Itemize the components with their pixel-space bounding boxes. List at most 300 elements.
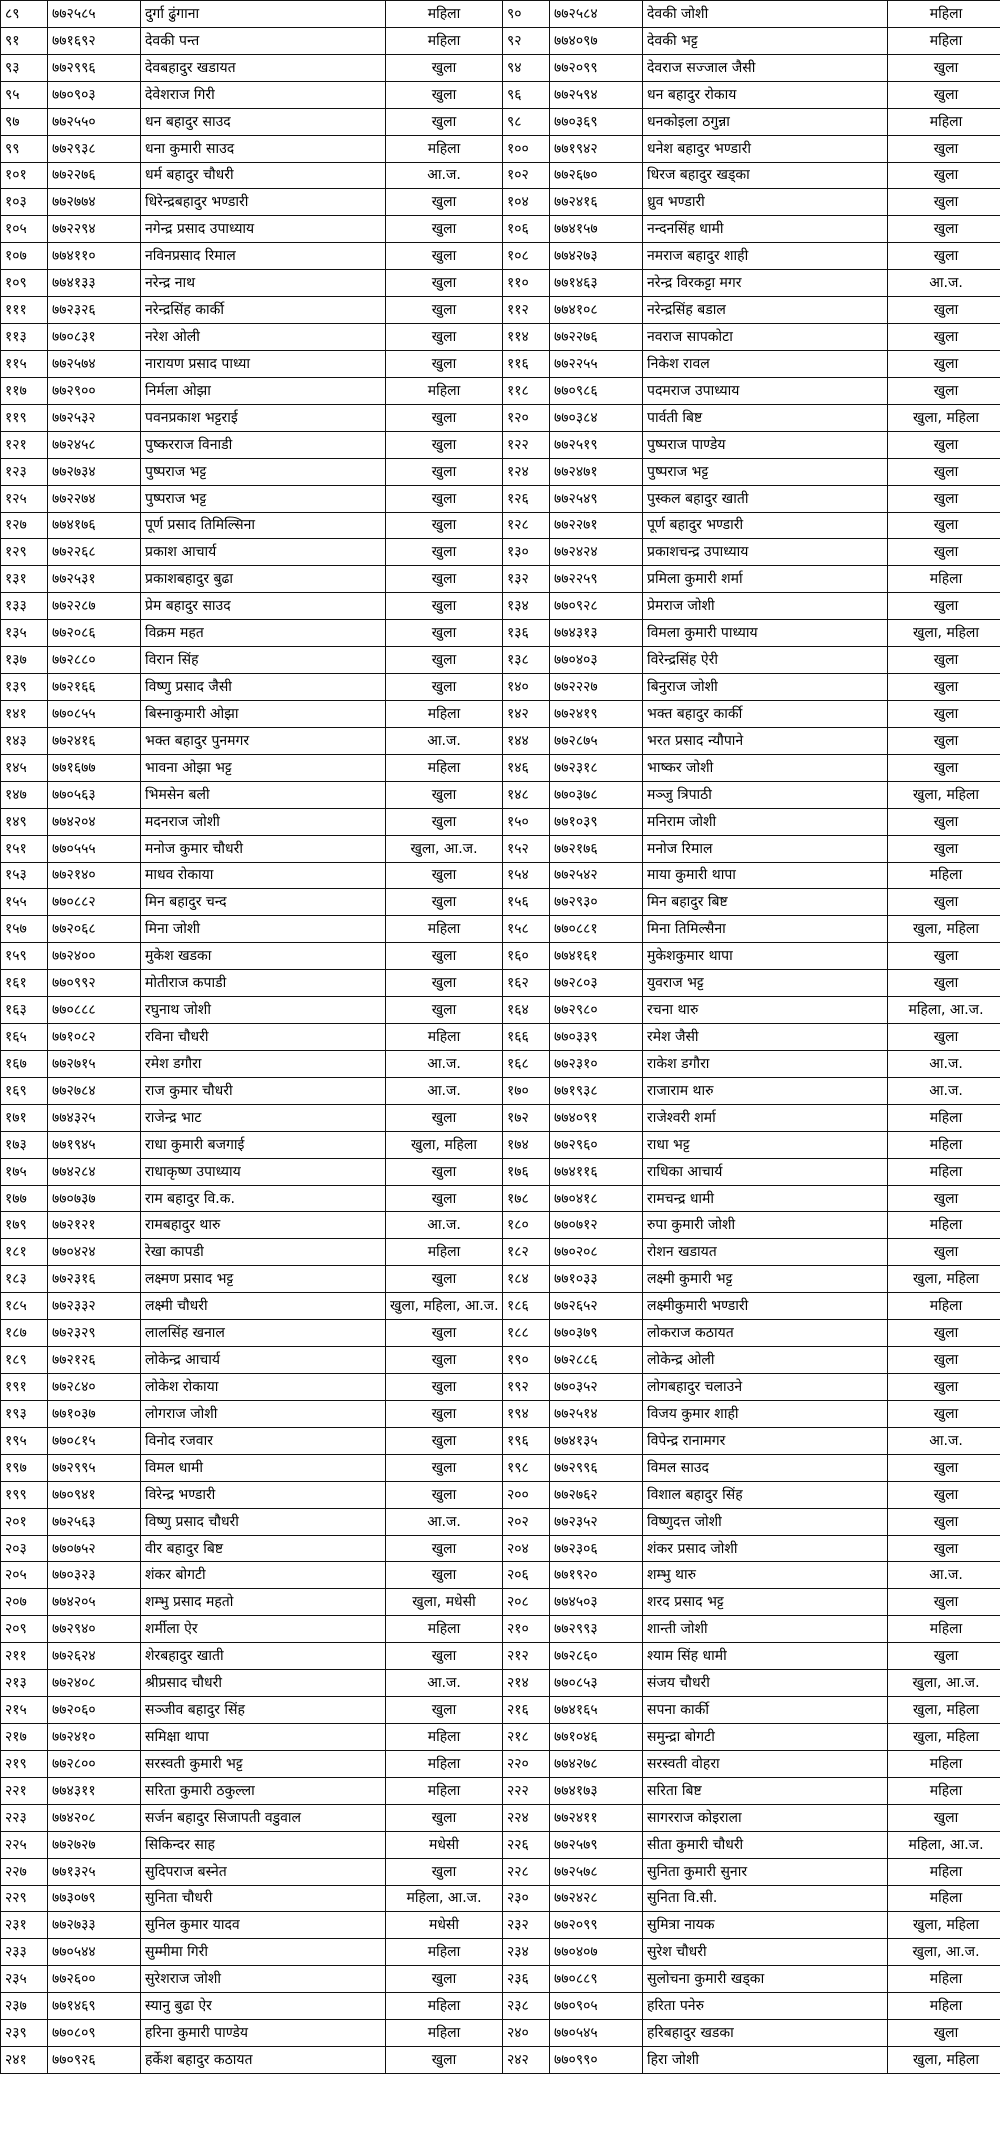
table-row	[1, 458, 1000, 485]
serial-number-cell: १६८	[503, 1050, 550, 1077]
candidate-name-cell: विमला कुमारी पाध्याय	[643, 620, 888, 647]
roll-number-cell: ७७२८८६	[550, 1347, 643, 1374]
serial-number-cell: ११८	[503, 377, 550, 404]
roll-number-cell: ७७०८८२	[48, 889, 141, 916]
roll-number-cell: ७७४२०८	[48, 1804, 141, 1831]
roll-number-cell: ७७२४११	[550, 1804, 643, 1831]
serial-number-cell: १७५	[1, 1158, 48, 1185]
serial-number-cell: २३३	[1, 1939, 48, 1966]
roll-number-cell: ७७०५४५	[550, 2020, 643, 2047]
roll-number-cell: ७७२५४९	[550, 485, 643, 512]
candidate-name-cell: देवराज सज्जाल जैसी	[643, 54, 888, 81]
roll-number-cell: ७७२२६८	[48, 539, 141, 566]
serial-number-cell: १७४	[503, 1131, 550, 1158]
candidate-name-cell: नवराज सापकोटा	[643, 324, 888, 351]
category-cell: खुला	[386, 350, 503, 377]
serial-number-cell: २०९	[1, 1616, 48, 1643]
table-row	[1, 1131, 1000, 1158]
roll-number-cell: ७७४१६१	[550, 943, 643, 970]
category-cell: खुला	[386, 1320, 503, 1347]
serial-number-cell: २२३	[1, 1804, 48, 1831]
roll-number-cell: ७७२८६०	[550, 1643, 643, 1670]
serial-number-cell: १७८	[503, 1185, 550, 1212]
table-row	[1, 700, 1000, 727]
serial-number-cell: २२५	[1, 1831, 48, 1858]
candidate-name-cell: विष्णुदत्त जोशी	[643, 1508, 888, 1535]
candidate-name-cell: लोगबहादुर चलाउने	[643, 1374, 888, 1401]
roll-number-cell: ७७२२५५	[550, 350, 643, 377]
category-cell: खुला	[888, 1535, 1000, 1562]
category-cell: खुला	[386, 1481, 503, 1508]
roll-number-cell: ७७२१६६	[48, 674, 141, 701]
serial-number-cell: २३१	[1, 1912, 48, 1939]
serial-number-cell: ११३	[1, 324, 48, 351]
roll-number-cell: ७७४११६	[550, 1158, 643, 1185]
category-cell: खुला	[386, 674, 503, 701]
roll-number-cell: ७७०९९२	[48, 970, 141, 997]
category-cell: महिला	[888, 1858, 1000, 1885]
table-row	[1, 1912, 1000, 1939]
roll-number-cell: ७७२३२६	[48, 297, 141, 324]
serial-number-cell: १९६	[503, 1427, 550, 1454]
serial-number-cell: १८६	[503, 1293, 550, 1320]
candidate-name-cell: नरेन्द्रसिंह बडाल	[643, 297, 888, 324]
candidate-name-cell: नारायण प्रसाद पाध्या	[141, 350, 386, 377]
candidate-name-cell: विजय कुमार शाही	[643, 1400, 888, 1427]
table-row	[1, 781, 1000, 808]
table-row	[1, 754, 1000, 781]
category-cell: महिला	[888, 1750, 1000, 1777]
table-row	[1, 1400, 1000, 1427]
candidate-name-cell: भावना ओझा भट्ट	[141, 754, 386, 781]
candidate-name-cell: पूर्ण बहादुर भण्डारी	[643, 512, 888, 539]
serial-number-cell: ११९	[1, 404, 48, 431]
category-cell: खुला	[888, 297, 1000, 324]
category-cell: खुला	[888, 324, 1000, 351]
serial-number-cell: १८५	[1, 1293, 48, 1320]
serial-number-cell: ९२	[503, 27, 550, 54]
table-row	[1, 270, 1000, 297]
roll-number-cell: ७७४२७८	[550, 1750, 643, 1777]
category-cell: खुला	[386, 1347, 503, 1374]
candidate-name-cell: विनोद रजवार	[141, 1427, 386, 1454]
roll-number-cell: ७७०४२४	[48, 1239, 141, 1266]
category-cell: खुला	[888, 189, 1000, 216]
serial-number-cell: १४२	[503, 700, 550, 727]
roll-number-cell: ७७२९३८	[48, 135, 141, 162]
roll-number-cell: ७७२२७६	[550, 324, 643, 351]
category-cell: खुला	[888, 1024, 1000, 1051]
category-cell: खुला	[386, 862, 503, 889]
roll-number-cell: ७७०९२८	[550, 593, 643, 620]
table-row	[1, 1804, 1000, 1831]
serial-number-cell: १४७	[1, 781, 48, 808]
serial-number-cell: २१३	[1, 1670, 48, 1697]
candidate-name-cell: सरस्वती वोहरा	[643, 1750, 888, 1777]
candidate-name-cell: ध्रुव भण्डारी	[643, 189, 888, 216]
serial-number-cell: १३४	[503, 593, 550, 620]
candidate-name-cell: भरत प्रसाद न्यौपाने	[643, 727, 888, 754]
roll-number-cell: ७७२९९३	[550, 1616, 643, 1643]
category-cell: आ.ज.	[888, 1050, 1000, 1077]
roll-number-cell: ७७२५६३	[48, 1508, 141, 1535]
roll-number-cell: ७७४२०५	[48, 1589, 141, 1616]
category-cell: खुला, महिला	[386, 1131, 503, 1158]
roll-number-cell: ७७४२०४	[48, 808, 141, 835]
serial-number-cell: १६०	[503, 943, 550, 970]
serial-number-cell: १३३	[1, 593, 48, 620]
roll-number-cell: ७७२१२१	[48, 1212, 141, 1239]
roll-number-cell: ७७२४००	[48, 943, 141, 970]
serial-number-cell: २०६	[503, 1562, 550, 1589]
candidate-name-cell: मोतीराज कपाडी	[141, 970, 386, 997]
candidate-name-cell: सरस्वती कुमारी भट्ट	[141, 1750, 386, 1777]
roll-number-cell: ७७०९४१	[48, 1481, 141, 1508]
serial-number-cell: ९८	[503, 108, 550, 135]
roll-number-cell: ७७०७१२	[550, 1212, 643, 1239]
candidate-name-cell: युवराज भट्ट	[643, 970, 888, 997]
category-cell: खुला	[888, 754, 1000, 781]
category-cell: खुला	[386, 297, 503, 324]
serial-number-cell: १२०	[503, 404, 550, 431]
serial-number-cell: ८९	[1, 1, 48, 28]
table-row	[1, 1750, 1000, 1777]
table-row	[1, 1939, 1000, 1966]
category-cell: खुला	[888, 81, 1000, 108]
table-row	[1, 2047, 1000, 2074]
category-cell: महिला	[386, 1239, 503, 1266]
category-cell: आ.ज.	[386, 1670, 503, 1697]
roll-number-cell: ७७२८४०	[48, 1374, 141, 1401]
serial-number-cell: १४०	[503, 674, 550, 701]
candidate-name-cell: राकेश डगौरा	[643, 1050, 888, 1077]
serial-number-cell: २०८	[503, 1589, 550, 1616]
roll-number-cell: ७७२७६२	[550, 1481, 643, 1508]
candidate-name-cell: शरद प्रसाद भट्ट	[643, 1589, 888, 1616]
serial-number-cell: १५७	[1, 916, 48, 943]
serial-number-cell: १५६	[503, 889, 550, 916]
serial-number-cell: १८२	[503, 1239, 550, 1266]
candidate-name-cell: पुष्पराज भट्ट	[141, 485, 386, 512]
candidate-name-cell: शेरबहादुर खाती	[141, 1643, 386, 1670]
serial-number-cell: १८४	[503, 1266, 550, 1293]
roll-number-cell: ७७२७१५	[48, 1050, 141, 1077]
candidate-name-cell: पुष्पराज भट्ट	[141, 458, 386, 485]
category-cell: खुला	[386, 2047, 503, 2074]
serial-number-cell: २३९	[1, 2020, 48, 2047]
table-row	[1, 1885, 1000, 1912]
roll-number-cell: ७७२०९९	[550, 54, 643, 81]
candidate-name-cell: सञ्जीव बहादुर सिंह	[141, 1697, 386, 1724]
table-row	[1, 1050, 1000, 1077]
roll-number-cell: ७७०८८८	[48, 997, 141, 1024]
candidate-name-cell: विरेन्द्र भण्डारी	[141, 1481, 386, 1508]
category-cell: खुला	[386, 593, 503, 620]
category-cell: खुला	[888, 889, 1000, 916]
category-cell: आ.ज.	[386, 1050, 503, 1077]
candidate-name-cell: नरेन्द्र विरकट्टा मगर	[643, 270, 888, 297]
roll-number-cell: ७७०९०५	[550, 1993, 643, 2020]
serial-number-cell: १५८	[503, 916, 550, 943]
category-cell: महिला	[888, 1993, 1000, 2020]
roll-number-cell: ७७०३२३	[48, 1562, 141, 1589]
candidate-name-cell: राधा भट्ट	[643, 1131, 888, 1158]
candidate-name-cell: लोकेन्द्र आचार्य	[141, 1347, 386, 1374]
candidate-name-cell: रोशन खडायत	[643, 1239, 888, 1266]
table-row	[1, 997, 1000, 1024]
candidate-name-cell: दुर्गा ढुंगाना	[141, 1, 386, 28]
roll-number-cell: ७७०४०७	[550, 1939, 643, 1966]
roll-number-cell: ७७०८३१	[48, 324, 141, 351]
table-row	[1, 2020, 1000, 2047]
roll-number-cell: ७७२६७०	[550, 162, 643, 189]
serial-number-cell: २३८	[503, 1993, 550, 2020]
category-cell: आ.ज.	[386, 1212, 503, 1239]
table-row	[1, 377, 1000, 404]
roll-number-cell: ७७३०७९	[48, 1885, 141, 1912]
table-row	[1, 1374, 1000, 1401]
candidate-name-cell: धन बहादुर साउद	[141, 108, 386, 135]
roll-number-cell: ७७०८८१	[550, 916, 643, 943]
table-row	[1, 216, 1000, 243]
category-cell: खुला	[888, 216, 1000, 243]
serial-number-cell: १२८	[503, 512, 550, 539]
table-row	[1, 162, 1000, 189]
category-cell: महिला	[888, 1885, 1000, 1912]
table-row	[1, 647, 1000, 674]
table-row	[1, 297, 1000, 324]
table-row	[1, 1293, 1000, 1320]
candidate-name-cell: राधा कुमारी बजगाई	[141, 1131, 386, 1158]
serial-number-cell: १६६	[503, 1024, 550, 1051]
candidate-name-cell: मुकेश खडका	[141, 943, 386, 970]
roll-number-cell: ७७१०३३	[550, 1266, 643, 1293]
candidate-name-cell: विष्णु प्रसाद जैसी	[141, 674, 386, 701]
serial-number-cell: १९५	[1, 1427, 48, 1454]
candidate-name-cell: रामबहादुर थारु	[141, 1212, 386, 1239]
candidate-name-cell: सरिता बिष्ट	[643, 1777, 888, 1804]
roll-number-cell: ७७२२२७	[550, 674, 643, 701]
candidate-name-cell: सिकिन्दर साह	[141, 1831, 386, 1858]
serial-number-cell: २३२	[503, 1912, 550, 1939]
roll-number-cell: ७७०२०८	[550, 1239, 643, 1266]
roll-number-cell: ७७०३८४	[550, 404, 643, 431]
serial-number-cell: १६९	[1, 1077, 48, 1104]
serial-number-cell: १४८	[503, 781, 550, 808]
table-row	[1, 485, 1000, 512]
serial-number-cell: २११	[1, 1643, 48, 1670]
roll-number-cell: ७७२५३२	[48, 404, 141, 431]
roll-number-cell: ७७०३७९	[550, 1320, 643, 1347]
candidate-name-cell: सरिता कुमारी ठकुल्ला	[141, 1777, 386, 1804]
serial-number-cell: १९३	[1, 1400, 48, 1427]
candidate-name-cell: धन बहादुर रोकाय	[643, 81, 888, 108]
candidate-name-cell: विक्रम महत	[141, 620, 386, 647]
table-row	[1, 135, 1000, 162]
serial-number-cell: २३५	[1, 1966, 48, 1993]
serial-number-cell: १५१	[1, 835, 48, 862]
candidate-name-cell: नरेश ओली	[141, 324, 386, 351]
category-cell: खुला	[888, 970, 1000, 997]
serial-number-cell: १३२	[503, 566, 550, 593]
roll-number-cell: ७७२६२४	[48, 1643, 141, 1670]
roll-number-cell: ७७२९४०	[48, 1616, 141, 1643]
category-cell: खुला	[888, 458, 1000, 485]
table-row	[1, 1266, 1000, 1293]
candidate-name-cell: सुलोचना कुमारी खड्का	[643, 1966, 888, 1993]
candidate-name-cell: मदनराज जोशी	[141, 808, 386, 835]
candidate-name-cell: समुन्द्रा बोगटी	[643, 1724, 888, 1751]
category-cell: महिला	[888, 566, 1000, 593]
candidate-name-cell: राज कुमार चौधरी	[141, 1077, 386, 1104]
category-cell: खुला	[386, 539, 503, 566]
roll-number-cell: ७७०७५२	[48, 1535, 141, 1562]
roll-number-cell: ७७०९८६	[550, 377, 643, 404]
category-cell: खुला	[386, 620, 503, 647]
candidate-name-cell: श्रीप्रसाद चौधरी	[141, 1670, 386, 1697]
candidate-name-cell: मनोज कुमार चौधरी	[141, 835, 386, 862]
candidate-name-cell: वीर बहादुर बिष्ट	[141, 1535, 386, 1562]
candidate-name-cell: धर्म बहादुर चौधरी	[141, 162, 386, 189]
serial-number-cell: १३९	[1, 674, 48, 701]
candidate-name-cell: राधिका आचार्य	[643, 1158, 888, 1185]
category-cell: खुला	[386, 404, 503, 431]
serial-number-cell: २३७	[1, 1993, 48, 2020]
serial-number-cell: ११२	[503, 297, 550, 324]
serial-number-cell: २२८	[503, 1858, 550, 1885]
serial-number-cell: २०१	[1, 1508, 48, 1535]
serial-number-cell: १९४	[503, 1400, 550, 1427]
table-row	[1, 674, 1000, 701]
roll-number-cell: ७७४०९७	[550, 27, 643, 54]
roll-number-cell: ७७४११०	[48, 243, 141, 270]
candidate-name-cell: बिस्नाकुमारी ओझा	[141, 700, 386, 727]
roll-number-cell: ७७२७७४	[48, 189, 141, 216]
candidate-name-cell: लोकेन्द्र ओली	[643, 1347, 888, 1374]
serial-number-cell: २२१	[1, 1777, 48, 1804]
roll-number-cell: ७७१०३९	[550, 808, 643, 835]
category-cell: खुला	[386, 54, 503, 81]
category-cell: खुला	[386, 108, 503, 135]
category-cell: आ.ज.	[888, 1077, 1000, 1104]
serial-number-cell: १२३	[1, 458, 48, 485]
roll-number-cell: ७७२४०८	[48, 1670, 141, 1697]
table-row	[1, 54, 1000, 81]
candidate-name-cell: लोकराज कठायत	[643, 1320, 888, 1347]
category-cell: खुला, आ.ज.	[888, 1670, 1000, 1697]
roll-number-cell: ७७१४६३	[550, 270, 643, 297]
roll-number-cell: ७७२०६८	[48, 916, 141, 943]
roll-number-cell: ७७२५८५	[48, 1, 141, 28]
category-cell: महिला	[888, 1, 1000, 28]
serial-number-cell: १३१	[1, 566, 48, 593]
category-cell: महिला	[888, 108, 1000, 135]
category-cell: महिला, आ.ज.	[888, 1831, 1000, 1858]
candidate-name-cell: मिन बहादुर बिष्ट	[643, 889, 888, 916]
category-cell: महिला, आ.ज.	[888, 997, 1000, 1024]
roll-number-cell: ७७०३३९	[550, 1024, 643, 1051]
table-row	[1, 81, 1000, 108]
category-cell: खुला	[888, 431, 1000, 458]
serial-number-cell: १०९	[1, 270, 48, 297]
roll-number-cell: ७७४१७३	[550, 1777, 643, 1804]
table-row	[1, 916, 1000, 943]
roll-number-cell: ७७२४२८	[550, 1885, 643, 1912]
roll-number-cell: ७७२३१०	[550, 1050, 643, 1077]
serial-number-cell: १७२	[503, 1104, 550, 1131]
candidate-name-cell: हरिना कुमारी पाण्डेय	[141, 2020, 386, 2047]
roll-number-cell: ७७१३२५	[48, 1858, 141, 1885]
table-row	[1, 324, 1000, 351]
candidate-name-cell: लक्ष्मण प्रसाद भट्ट	[141, 1266, 386, 1293]
candidate-name-cell: रमेश जैसी	[643, 1024, 888, 1051]
candidate-name-cell: बिनुराज जोशी	[643, 674, 888, 701]
serial-number-cell: २२४	[503, 1804, 550, 1831]
serial-number-cell: १४१	[1, 700, 48, 727]
serial-number-cell: २२९	[1, 1885, 48, 1912]
roll-number-cell: ७७१०८२	[48, 1024, 141, 1051]
category-cell: महिला	[888, 1158, 1000, 1185]
roll-number-cell: ७७२६००	[48, 1966, 141, 1993]
table-row	[1, 1858, 1000, 1885]
category-cell: खुला	[386, 1266, 503, 1293]
category-cell: खुला	[888, 1347, 1000, 1374]
category-cell: खुला	[386, 324, 503, 351]
serial-number-cell: १०४	[503, 189, 550, 216]
category-cell: खुला	[888, 674, 1000, 701]
table-row	[1, 1508, 1000, 1535]
roll-number-cell: ७७४१३५	[550, 1427, 643, 1454]
category-cell: खुला	[888, 162, 1000, 189]
category-cell: खुला	[386, 1454, 503, 1481]
roll-number-cell: ७७२७३३	[48, 1912, 141, 1939]
category-cell: खुला	[888, 1643, 1000, 1670]
category-cell: खुला	[386, 1427, 503, 1454]
candidate-name-cell: पुष्पराज पाण्डेय	[643, 431, 888, 458]
roll-number-cell: ७७२४१६	[550, 189, 643, 216]
category-cell: खुला	[386, 647, 503, 674]
candidate-name-cell: नविनप्रसाद रिमाल	[141, 243, 386, 270]
table-row	[1, 1993, 1000, 2020]
serial-number-cell: १९९	[1, 1481, 48, 1508]
candidate-name-cell: पुष्करराज विनाडी	[141, 431, 386, 458]
serial-number-cell: १३७	[1, 647, 48, 674]
candidate-name-cell: सागरराज कोइराला	[643, 1804, 888, 1831]
table-row	[1, 889, 1000, 916]
table-row	[1, 404, 1000, 431]
serial-number-cell: २१८	[503, 1724, 550, 1751]
roll-number-cell: ७७०८०९	[48, 2020, 141, 2047]
candidate-name-cell: देवकी जोशी	[643, 1, 888, 28]
serial-number-cell: ९०	[503, 1, 550, 28]
candidate-name-cell: हरिता पनेरु	[643, 1993, 888, 2020]
category-cell: महिला	[386, 2020, 503, 2047]
candidate-name-cell: सुदिपराज बस्नेत	[141, 1858, 386, 1885]
roll-number-cell: ७७२३०६	[550, 1535, 643, 1562]
category-cell: खुला	[386, 189, 503, 216]
candidate-name-cell: विपेन्द्र रानामगर	[643, 1427, 888, 1454]
serial-number-cell: १५३	[1, 862, 48, 889]
roll-number-cell: ७७२१७६	[550, 835, 643, 862]
candidate-name-cell: शम्भु थारु	[643, 1562, 888, 1589]
table-row	[1, 1077, 1000, 1104]
serial-number-cell: १४६	[503, 754, 550, 781]
category-cell: महिला	[888, 1212, 1000, 1239]
roll-number-cell: ७७४३२५	[48, 1104, 141, 1131]
candidate-name-cell: विरेन्द्रसिंह ऐरी	[643, 647, 888, 674]
roll-number-cell: ७७४०९१	[550, 1104, 643, 1131]
category-cell: खुला	[386, 512, 503, 539]
